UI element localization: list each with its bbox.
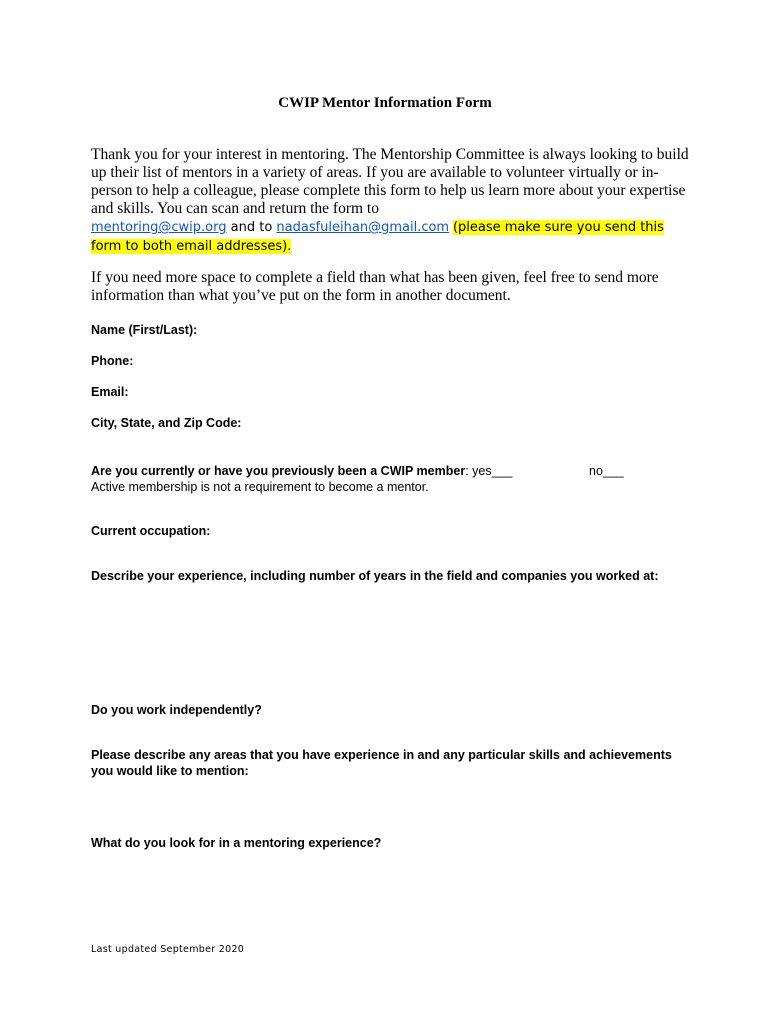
email-field-label: Email: [91,385,129,399]
footer-last-updated: Last updated September 2020 [91,944,245,955]
intro-text: Thank you for your interest in mentoring. The Mentorship Committee is always looking to build up their list of mentors in a variety of areas. If you are available to volunteer virtually or in-person to help a colleague, please complete this form to help us learn more about your expertise and skills. You can scan and return the form to [91,146,689,217]
experience-question: Describe your experience, including number of years in the field and companies you worked at: [91,569,659,583]
phone-field-label: Phone: [91,354,134,368]
highlighted-note: (please make sure you send this form to both email addresses). [91,220,664,254]
form-title: CWIP Mentor Information Form [278,95,492,111]
membership-yes-blank[interactable]: : yes___ [465,464,513,478]
independent-question: Do you work independently? [91,703,262,717]
membership-note: Active membership is not a requirement to become a mentor. [91,480,429,494]
membership-question-row [91,464,691,479]
email-link-nada[interactable]: nadasfuleihan@gmail.com [276,220,450,235]
areas-question: Please describe any areas that you have experience in and any particular skills and achievements you would like to mention: [91,748,672,778]
name-field-label: Name (First/Last): [91,323,198,337]
city-field-label: City, State, and Zip Code: [91,416,242,430]
more-space-paragraph: If you need more space to complete a field than what has been given, feel free to send more information than what you’ve put on the form in another document. [91,269,659,304]
email-link-cwip[interactable]: mentoring@cwip.org [91,220,227,235]
membership-question: Are you currently or have you previously been a CWIP member [91,464,466,478]
and-to-text: and to [226,220,277,235]
intro-paragraph [91,146,691,256]
occupation-question: Current occupation: [91,524,211,538]
look-for-question: What do you look for in a mentoring experience? [91,836,382,850]
membership-no-blank[interactable]: no___ [589,464,624,478]
